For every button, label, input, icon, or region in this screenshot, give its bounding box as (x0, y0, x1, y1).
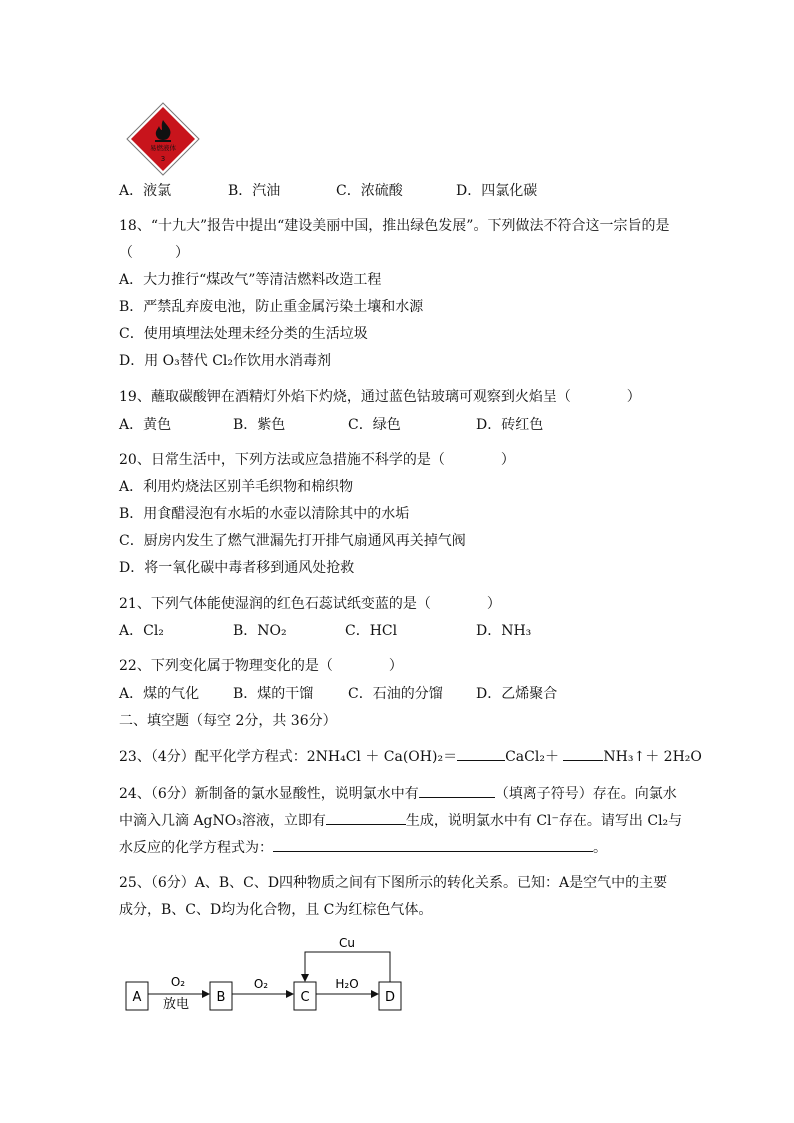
q18-stem: 18、“十九大”报告中提出“建设美丽中国，推出绿色发展”。下列做法不符合这一宗旨的是 (119, 218, 670, 234)
q22-option-a: A．煤的气化 (119, 686, 200, 702)
q23-blank-1[interactable] (457, 746, 505, 761)
q18-option-d: D．用 O₃替代 Cl₂作饮用水消毒剂 (119, 353, 332, 369)
conversion-diagram (118, 934, 418, 1028)
q24-text-3a: 水反应的化学方程式为： (119, 840, 273, 856)
q20-option-a: A．利用灼烧法区别羊毛织物和棉织物 (119, 479, 354, 495)
edge-ab-top-label: O₂ (170, 975, 186, 989)
q19-option-b: B．紫色 (233, 417, 286, 433)
q17-option-b: B．汽油 (228, 183, 281, 199)
q17-option-d: D．四氯化碳 (456, 183, 538, 199)
q22-stem: 22、下列变化属于物理变化的是（ ） (119, 658, 403, 674)
edge-cd-top-label: H₂O (335, 977, 359, 991)
q20-option-c: C．厨房内发生了燃气泄漏先打开排气扇通风再关掉气阀 (119, 533, 466, 549)
q24-text-3b: 。 (593, 840, 607, 856)
q19-option-a: A．黄色 (119, 417, 172, 433)
edge-ab-bottom-label: 放电 (162, 997, 190, 1012)
node-a (126, 982, 148, 1010)
q21-option-c: C．HCl (345, 623, 398, 639)
q18-answer-blank: （ ） (119, 245, 189, 261)
q19-stem: 19、蘸取碳酸钾在酒精灯外焰下灼烧，通过蓝色钴玻璃可观察到火焰呈（ ） (119, 389, 641, 405)
q24-text-2b: 生成，说明氯水中有 Cl⁻存在。请写出 Cl₂与 (405, 813, 683, 829)
q24-line-3 (119, 837, 607, 858)
q20-stem: 20、日常生活中，下列方法或应急措施不科学的是（ ） (119, 452, 515, 468)
node-a-label: A (132, 990, 142, 1005)
q22-option-b: B．煤的干馏 (233, 686, 314, 702)
q25-stem-1: 25、（6分）A、B、C、D四种物质之间有下图所示的转化关系。已知：A是空气中的主要 (119, 875, 668, 891)
q22-option-c: C．石油的分馏 (348, 686, 443, 702)
q24-text-1b: （填离子符号）存在。向氯水 (494, 786, 677, 802)
q23-blank-2[interactable] (563, 746, 603, 761)
node-d-label: D (384, 990, 396, 1005)
edge-bc-top-label: O₂ (253, 977, 269, 991)
q22-option-d: D．乙烯聚合 (476, 686, 558, 702)
q23-part3: NH₃↑＋ 2H₂O (603, 749, 702, 765)
q23-prefix: 23、（4分）配平化学方程式：2NH₄Cl ＋ Ca(OH)₂＝ (119, 749, 458, 765)
flammable-liquid-sign (126, 102, 200, 176)
q20-option-d: D．将一氧化碳中毒者移到通风处抢救 (119, 560, 355, 576)
q21-option-a: A．Cl₂ (119, 623, 164, 639)
q19-option-c: C．绿色 (348, 417, 401, 433)
q20-option-b: B．用食醋浸泡有水垢的水壶以清除其中的水垢 (119, 506, 410, 522)
node-c-label: C (300, 990, 310, 1005)
sign-label: 易燃液体 (150, 144, 176, 152)
q23-equation (119, 746, 702, 767)
q17-option-c: C．浓硫酸 (336, 183, 403, 199)
q18-option-c: C．使用填埋法处理未经分类的生活垃圾 (119, 326, 368, 342)
q21-option-b: B．NO₂ (233, 623, 287, 639)
q24-text-2a: 中滴入几滴 AgNO₃溶液，立即有 (119, 813, 326, 829)
q24-blank-equation[interactable] (273, 837, 593, 852)
q18-option-b: B．严禁乱弃废电池，防止重金属污染土壤和水源 (119, 299, 424, 315)
q21-stem: 21、下列气体能使湿润的红色石蕊试纸变蓝的是（ ） (119, 596, 501, 612)
q24-blank-precipitate[interactable] (326, 810, 406, 825)
loop-label: Cu (339, 936, 355, 950)
q24-blank-ion[interactable] (419, 783, 495, 798)
section-title: 二、填空题（每空 2分，共 36分） (119, 713, 337, 729)
node-b-label: B (216, 990, 226, 1005)
q24-text-1a: 24、（6分）新制备的氯水显酸性，说明氯水中有 (119, 786, 419, 802)
q24-line-2 (119, 810, 682, 831)
q21-option-d: D．NH₃ (476, 623, 532, 639)
node-c (294, 982, 316, 1010)
node-b (210, 982, 232, 1010)
q24-line-1 (119, 783, 677, 804)
sign-class-number: 3 (160, 155, 166, 163)
q23-part2: CaCl₂＋ (505, 749, 559, 765)
node-d (379, 982, 401, 1010)
q17-option-a: A．液氯 (119, 183, 172, 199)
q19-option-d: D．砖红色 (476, 417, 544, 433)
q18-option-a: A．大力推行“煤改气”等清洁燃料改造工程 (119, 272, 382, 288)
q25-stem-2: 成分，B、C、D均为化合物，且 C为红棕色气体。 (119, 902, 433, 918)
